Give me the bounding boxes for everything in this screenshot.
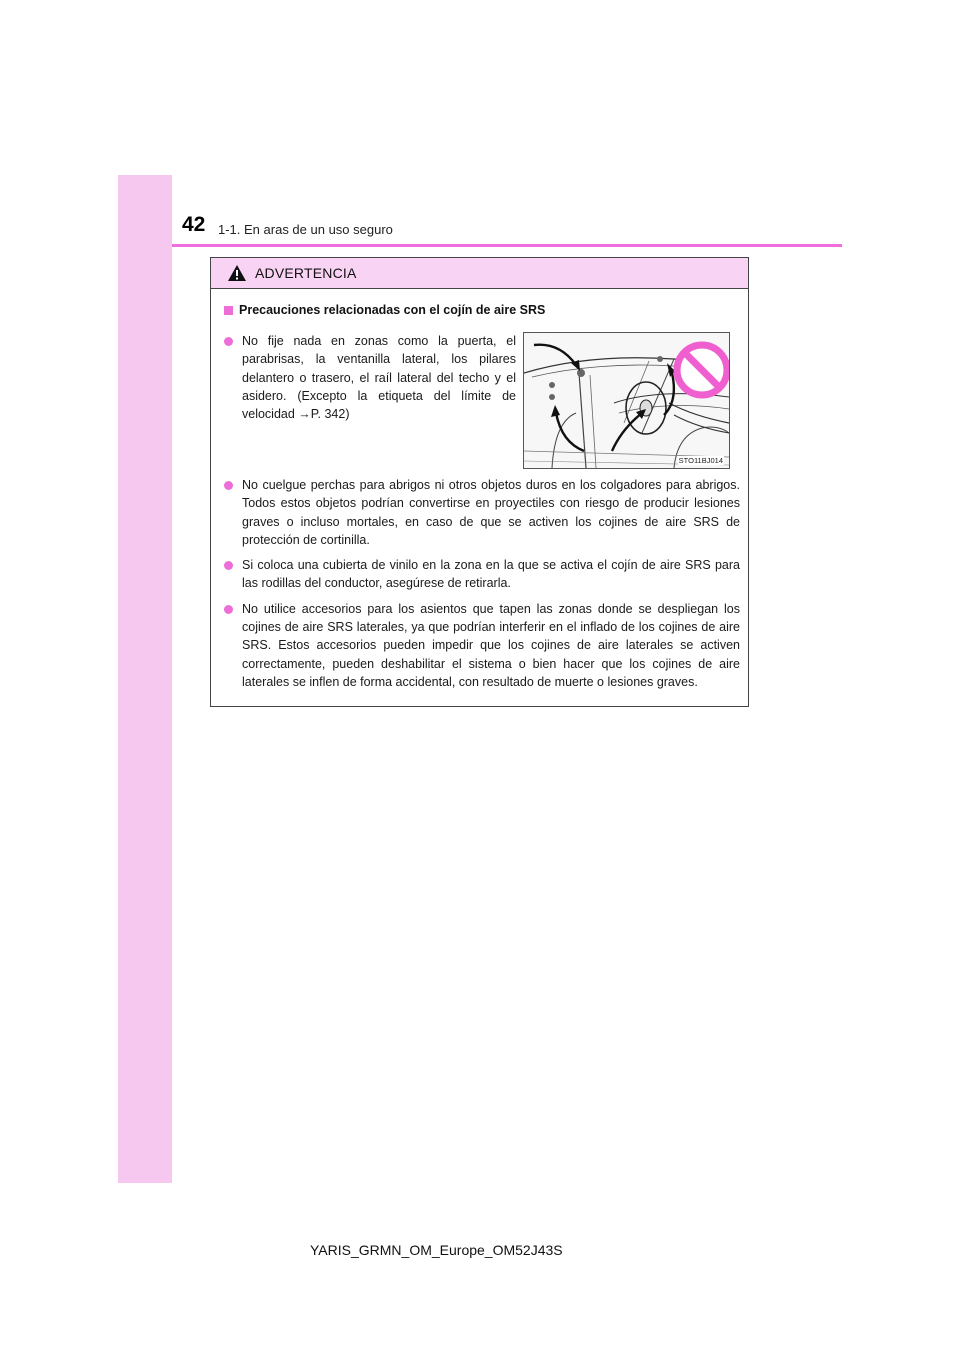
round-bullet-icon: [224, 481, 233, 490]
list-item: [224, 556, 740, 593]
round-bullet-icon: [224, 605, 233, 614]
first-item-row: [224, 332, 740, 469]
warning-box: [210, 257, 749, 707]
warning-body: [211, 289, 748, 691]
warning-title: ADVERTENCIA: [255, 265, 357, 281]
warning-subheading: [224, 303, 740, 317]
header-rule: [172, 244, 842, 247]
list-item-text: No utilice accesorios para los asientos que tapen las zonas donde se despliegan los cojines de aire SRS laterales, ya que podrían interferir en el inflado de los cojines de aire SRS. Estos accesorios pueden impedir que los cojines de aire laterales se activen correctamente, pueden deshabilitar el sistema o bien hacer que los cojines de aire laterales se inflen de forma accidental, con resultado de muerte o lesiones graves.: [242, 601, 740, 689]
car-interior-illustration: [523, 332, 730, 469]
car-interior-drawing: [524, 333, 729, 468]
list-item-text: No fije nada en zonas como la puerta, el parabrisas, la ventanilla lateral, los pilares delantero o trasero, el raíl lateral del techo y el asidero. (Excepto la etiqueta del límite de velocidad →P. 342): [242, 334, 516, 422]
page-number: 42: [182, 213, 206, 236]
warning-header: [211, 258, 748, 289]
list-item: [224, 600, 740, 691]
section-title: 1-1. En aras de un uso seguro: [218, 222, 393, 237]
round-bullet-icon: [224, 337, 233, 346]
round-bullet-icon: [224, 561, 233, 570]
document-code: YARIS_GRMN_OM_Europe_OM52J43S: [310, 1242, 563, 1258]
warning-subheading-text: Precauciones relacionadas con el cojín de aire SRS: [239, 303, 546, 317]
warning-triangle-icon: [227, 264, 247, 282]
list-item-text: Si coloca una cubierta de vinilo en la zona en la que se activa el cojín de aire SRS para las rodillas del conductor, asegúrese de retirarla.: [242, 558, 740, 591]
square-bullet-icon: [224, 306, 233, 315]
list-item: [224, 332, 516, 469]
list-item: [224, 476, 740, 549]
side-color-band: [118, 175, 172, 1183]
list-item-text: No cuelgue perchas para abrigos ni otros objetos duros en los colgadores para abrigos. Todos estos objetos podrían convertirse en proyectiles con riesgo de producir lesiones graves o incluso mortales, en caso de que se activen los cojines de aire SRS de protección de cortinilla.: [242, 478, 740, 547]
figure-code: STO11BJ014: [678, 456, 723, 465]
